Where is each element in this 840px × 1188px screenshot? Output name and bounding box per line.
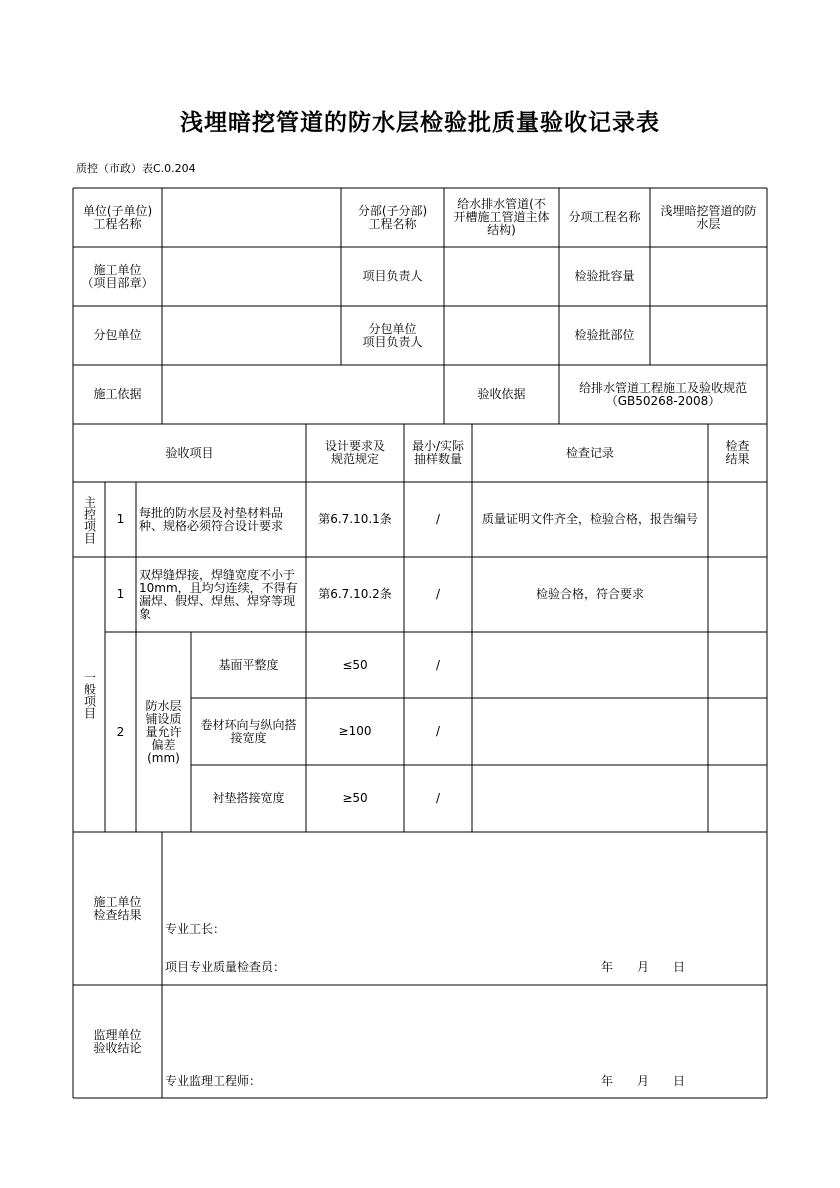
division-label: 分部(子分部) 工程名称 <box>357 203 428 231</box>
main-control-no: 1 <box>116 512 125 526</box>
division-value: 给水排水管道(不 开槽施工管道主体 结构) <box>453 197 550 237</box>
foreman-label: 专业工长： <box>165 922 226 936</box>
contractor-date: 年 月 日 <box>601 960 686 974</box>
col-sample: 最小/实际 抽样数量 <box>411 439 465 466</box>
col-design: 设计要求及 规范规定 <box>324 439 385 466</box>
supervisor-date: 年 月 日 <box>601 1074 686 1088</box>
col-record: 检查记录 <box>565 445 614 460</box>
contractor-check-label: 施工单位 检查结果 <box>93 894 142 922</box>
col-item: 验收项目 <box>165 445 214 460</box>
col-result: 检查 结果 <box>725 439 750 466</box>
pm-label: 项目负责人 <box>362 269 423 283</box>
batch-capacity-label: 检验批容量 <box>574 269 635 283</box>
subcontractor-label: 分包单位 <box>93 328 142 342</box>
unit-name-value[interactable] <box>162 188 341 247</box>
inspector-label: 项目专业质量检查员： <box>165 960 286 974</box>
engineer-label: 专业监理工程师： <box>165 1074 262 1088</box>
deviation-row-3-sample: / <box>435 791 441 805</box>
contractor-label: 施工单位 （项目部章） <box>81 262 154 290</box>
form-title: 浅埋暗挖管道的防水层检验批质量验收记录表 <box>180 109 660 136</box>
form-code: 质控（市政）表C.0.204 <box>76 162 196 175</box>
main-control-text: 主控项目 <box>82 495 97 544</box>
main-control-design: 第6.7.10.1条 <box>318 512 392 526</box>
general-text: 一般项目 <box>82 670 97 719</box>
deviation-row-1-sample: / <box>435 657 441 672</box>
general-2-no: 2 <box>116 724 125 739</box>
general-label <box>73 557 105 832</box>
deviation-row-3-design: ≥50 <box>342 791 368 805</box>
general-1-design: 第6.7.10.2条 <box>318 587 392 601</box>
deviation-row-1-design: ≤50 <box>342 657 368 672</box>
deviation-row-2-name: 卷材环向与纵向搭接宽度 <box>200 717 297 745</box>
supervisor-check-label: 监理单位 验收结论 <box>93 1027 142 1055</box>
general-1-sample: / <box>435 587 441 601</box>
basis-label: 施工依据 <box>93 387 142 401</box>
deviation-row-3-name: 衬垫搭接宽度 <box>212 791 285 805</box>
general-2-group: 防水层铺设质量允许偏差(mm) <box>145 698 182 765</box>
deviation-row-2-design: ≥100 <box>338 724 372 738</box>
main-control-label <box>73 482 105 557</box>
acceptance-basis-label: 验收依据 <box>477 387 526 401</box>
general-1-record: 检验合格，符合要求 <box>535 587 644 601</box>
main-control-desc: 每批的防水层及衬垫材料品种、规格必须符合设计要求 <box>139 505 284 533</box>
general-1-no: 1 <box>116 587 125 601</box>
deviation-row-2-sample: / <box>435 724 441 738</box>
subitem-label: 分项工程名称 <box>568 210 641 224</box>
sub-pm-label: 分包单位 项目负责人 <box>362 321 423 349</box>
acceptance-basis-value: 给排水管道工程施工及验收规范 （GB50268-2008） <box>578 380 747 408</box>
main-control-record: 质量证明文件齐全，检验合格，报告编号 <box>481 512 698 526</box>
batch-location-label: 检验批部位 <box>574 328 635 342</box>
subitem-value: 浅埋暗挖管道的防 水层 <box>660 203 757 231</box>
unit-name-label: 单位(子单位) 工程名称 <box>82 203 153 231</box>
deviation-row-1-name: 基面平整度 <box>218 657 279 672</box>
general-1-desc: 双焊缝焊接，焊缝宽度不小于10mm，且均匀连续，不得有漏焊、假焊、焊焦、焊穿等现象 <box>139 567 298 621</box>
main-control-sample: / <box>435 512 441 526</box>
